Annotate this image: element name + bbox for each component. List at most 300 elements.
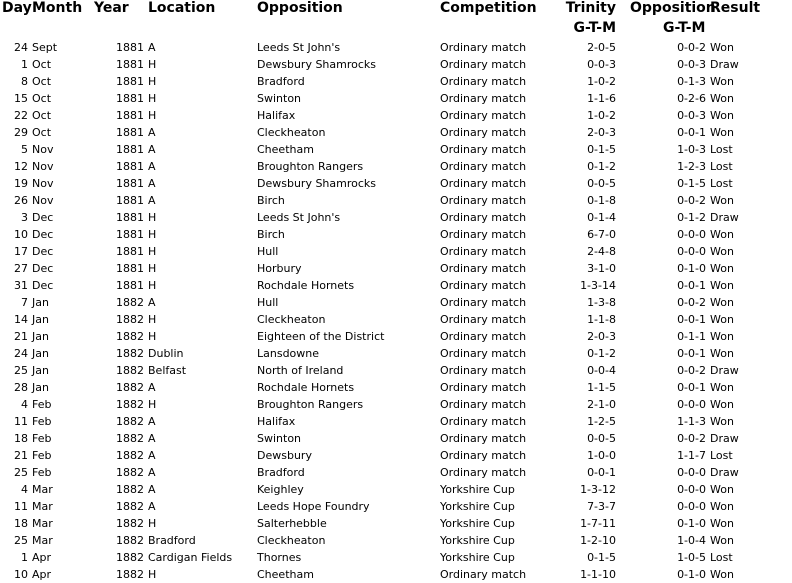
cell-location: Dublin [148,347,184,360]
cell-day: 1 [21,58,28,71]
cell-day: 11 [14,415,28,428]
cell-location: H [148,58,157,71]
cell-trinity-score: 0-0-5 [587,177,616,190]
cell-month: Dec [32,245,54,258]
cell-opposition: Bradford [257,75,305,88]
table-row [0,73,792,90]
cell-month: Oct [32,92,52,105]
cell-day: 15 [14,92,28,105]
cell-result: Won [710,262,734,275]
cell-trinity-score: 1-1-10 [580,568,616,581]
cell-location: H [148,92,157,105]
cell-trinity-score: 1-1-8 [587,313,616,326]
cell-location: H [148,109,157,122]
cell-opposition-score: 0-0-1 [677,347,706,360]
cell-location: A [148,381,156,394]
cell-year: 1881 [116,262,144,275]
cell-opposition-score: 1-0-3 [677,143,706,156]
cell-year: 1882 [116,364,144,377]
cell-opposition: North of Ireland [257,364,344,377]
cell-day: 5 [21,143,28,156]
cell-opposition: Lansdowne [257,347,320,360]
cell-year: 1881 [116,143,144,156]
cell-trinity-score: 0-1-5 [587,143,616,156]
cell-location: Belfast [148,364,187,377]
cell-opposition-score: 0-1-0 [677,517,706,530]
table-row [0,430,792,447]
cell-year: 1882 [116,432,144,445]
cell-day: 12 [14,160,28,173]
cell-month: Nov [32,194,54,207]
table-row [0,464,792,481]
cell-month: Jan [32,381,49,394]
cell-opposition-score: 0-0-2 [677,296,706,309]
cell-opposition-score: 0-0-0 [677,228,706,241]
table-row [0,141,792,158]
cell-year: 1881 [116,109,144,122]
cell-opposition: Broughton Rangers [257,398,364,411]
cell-year: 1882 [116,517,144,530]
cell-day: 4 [21,483,28,496]
cell-opposition-score: 1-1-7 [677,449,706,462]
header-opposition: Opposition [257,0,343,16]
cell-opposition: Keighley [257,483,304,496]
cell-opposition-score: 0-0-1 [677,313,706,326]
cell-day: 1 [21,551,28,564]
cell-location: Bradford [148,534,196,547]
cell-competition: Ordinary match [440,432,527,445]
cell-competition: Ordinary match [440,177,527,190]
table-header [0,0,792,40]
cell-year: 1882 [116,313,144,326]
cell-trinity-score: 2-4-8 [587,245,616,258]
cell-trinity-score: 1-0-2 [587,109,616,122]
cell-opposition-score: 0-1-1 [677,330,706,343]
cell-year: 1881 [116,211,144,224]
cell-result: Won [710,92,734,105]
cell-location: H [148,398,157,411]
cell-result: Lost [710,449,733,462]
cell-opposition: Bradford [257,466,305,479]
cell-opposition-score: 0-1-3 [677,75,706,88]
cell-month: Feb [32,449,52,462]
cell-opposition: Dewsbury Shamrocks [257,58,377,71]
cell-competition: Ordinary match [440,109,527,122]
cell-result: Won [710,194,734,207]
cell-result: Draw [710,466,739,479]
cell-result: Won [710,500,734,513]
cell-trinity-score: 0-1-8 [587,194,616,207]
table-row [0,107,792,124]
cell-result: Won [710,347,734,360]
cell-trinity-score: 1-3-8 [587,296,616,309]
cell-trinity-score: 2-1-0 [587,398,616,411]
cell-competition: Ordinary match [440,415,527,428]
cell-location: H [148,313,157,326]
cell-competition: Yorkshire Cup [440,483,515,496]
cell-location: H [148,75,157,88]
table-row [0,396,792,413]
cell-opposition-score: 0-1-5 [677,177,706,190]
table-row [0,90,792,107]
cell-day: 14 [14,313,28,326]
cell-opposition-score: 0-2-6 [677,92,706,105]
table-row [0,260,792,277]
header-day: Day [2,0,32,16]
table-row [0,447,792,464]
cell-month: Feb [32,466,52,479]
cell-day: 8 [21,75,28,88]
cell-trinity-score: 2-0-3 [587,126,616,139]
cell-location: A [148,177,156,190]
cell-competition: Ordinary match [440,381,527,394]
cell-month: Jan [32,347,49,360]
cell-year: 1882 [116,551,144,564]
cell-result: Lost [710,143,733,156]
table-row [0,549,792,566]
table-row [0,379,792,396]
table-row [0,294,792,311]
cell-year: 1882 [116,568,144,581]
cell-opposition: Leeds St John's [257,211,341,224]
cell-opposition: Halifax [257,109,296,122]
cell-opposition: Salterhebble [257,517,327,530]
cell-opposition: Leeds Hope Foundry [257,500,370,513]
cell-competition: Ordinary match [440,347,527,360]
cell-result: Draw [710,432,739,445]
cell-opposition: Horbury [257,262,302,275]
cell-result: Lost [710,160,733,173]
cell-location: A [148,126,156,139]
cell-result: Won [710,381,734,394]
table-row [0,39,792,56]
cell-location: A [148,160,156,173]
table-row [0,209,792,226]
cell-opposition-score: 0-1-0 [677,568,706,581]
cell-day: 18 [14,517,28,530]
cell-location: A [148,449,156,462]
cell-location: H [148,211,157,224]
cell-month: Oct [32,126,52,139]
cell-month: Dec [32,279,54,292]
cell-trinity-score: 6-7-0 [587,228,616,241]
cell-opposition: Dewsbury [257,449,312,462]
table-row [0,328,792,345]
cell-competition: Ordinary match [440,211,527,224]
cell-month: Mar [32,517,53,530]
table-row [0,481,792,498]
cell-trinity-score: 0-0-3 [587,58,616,71]
cell-opposition-score: 0-0-3 [677,58,706,71]
cell-location: A [148,194,156,207]
cell-opposition-score: 0-0-0 [677,466,706,479]
cell-competition: Yorkshire Cup [440,534,515,547]
cell-trinity-score: 1-2-10 [580,534,616,547]
header-trinity: Trinity [565,0,616,16]
table-row [0,566,792,583]
cell-month: Oct [32,58,52,71]
cell-day: 17 [14,245,28,258]
cell-trinity-score: 0-1-2 [587,160,616,173]
cell-opposition: Cheetham [257,143,314,156]
cell-competition: Ordinary match [440,228,527,241]
cell-result: Won [710,313,734,326]
cell-month: Nov [32,177,54,190]
table-row [0,175,792,192]
cell-month: Feb [32,398,52,411]
cell-opposition-score: 0-1-0 [677,262,706,275]
cell-trinity-score: 2-0-5 [587,41,616,54]
cell-location: H [148,245,157,258]
cell-year: 1882 [116,534,144,547]
cell-competition: Ordinary match [440,58,527,71]
cell-opposition-score: 0-0-0 [677,398,706,411]
cell-year: 1881 [116,75,144,88]
cell-trinity-score: 0-1-2 [587,347,616,360]
cell-month: Apr [32,568,52,581]
header-competition: Competition [440,0,537,16]
cell-location: H [148,228,157,241]
table-row [0,498,792,515]
cell-day: 4 [21,398,28,411]
cell-result: Won [710,279,734,292]
cell-result: Lost [710,551,733,564]
cell-opposition-score: 0-0-2 [677,432,706,445]
cell-month: Oct [32,75,52,88]
cell-day: 26 [14,194,28,207]
cell-month: Nov [32,160,54,173]
cell-opposition-score: 0-0-2 [677,41,706,54]
cell-competition: Ordinary match [440,245,527,258]
cell-competition: Ordinary match [440,143,527,156]
cell-opposition-score: 0-0-0 [677,483,706,496]
cell-competition: Ordinary match [440,449,527,462]
table-row [0,243,792,260]
cell-competition: Ordinary match [440,75,527,88]
cell-month: Dec [32,211,54,224]
cell-competition: Ordinary match [440,92,527,105]
header-year: Year [94,0,129,16]
cell-location: A [148,466,156,479]
table-row [0,226,792,243]
cell-year: 1881 [116,58,144,71]
cell-location: A [148,296,156,309]
cell-location: H [148,279,157,292]
cell-competition: Ordinary match [440,466,527,479]
cell-trinity-score: 0-0-5 [587,432,616,445]
cell-day: 21 [14,449,28,462]
cell-month: Jan [32,330,49,343]
cell-month: Feb [32,415,52,428]
cell-day: 3 [21,211,28,224]
cell-month: Oct [32,109,52,122]
cell-location: H [148,568,157,581]
cell-year: 1882 [116,347,144,360]
cell-competition: Ordinary match [440,313,527,326]
header-opposition-gtm: G-T-M [663,20,706,36]
cell-opposition: Swinton [257,432,302,445]
cell-opposition: Hull [257,245,279,258]
cell-opposition-score: 0-0-0 [677,500,706,513]
cell-result: Won [710,415,734,428]
table-row [0,56,792,73]
cell-opposition: Leeds St John's [257,41,341,54]
cell-month: Jan [32,296,49,309]
cell-year: 1882 [116,296,144,309]
cell-year: 1881 [116,126,144,139]
cell-day: 10 [14,568,28,581]
cell-competition: Ordinary match [440,194,527,207]
cell-month: Mar [32,534,53,547]
cell-result: Won [710,75,734,88]
header-result: Result [710,0,761,16]
table-row [0,345,792,362]
cell-result: Draw [710,364,739,377]
cell-result: Won [710,330,734,343]
cell-month: Dec [32,228,54,241]
cell-day: 18 [14,432,28,445]
cell-competition: Yorkshire Cup [440,517,515,530]
cell-day: 29 [14,126,28,139]
cell-opposition: Eighteen of the District [257,330,385,343]
cell-opposition: Cleckheaton [257,313,326,326]
cell-result: Won [710,534,734,547]
cell-month: Nov [32,143,54,156]
cell-opposition: Cheetham [257,568,314,581]
cell-result: Won [710,398,734,411]
cell-competition: Ordinary match [440,160,527,173]
cell-competition: Ordinary match [440,364,527,377]
cell-opposition: Swinton [257,92,302,105]
cell-competition: Yorkshire Cup [440,500,515,513]
cell-year: 1881 [116,41,144,54]
cell-day: 21 [14,330,28,343]
table-row [0,311,792,328]
cell-day: 11 [14,500,28,513]
cell-year: 1882 [116,466,144,479]
cell-trinity-score: 3-1-0 [587,262,616,275]
cell-location: H [148,330,157,343]
cell-day: 22 [14,109,28,122]
cell-month: Sept [32,41,58,54]
cell-month: Apr [32,551,52,564]
cell-opposition: Birch [257,228,285,241]
cell-year: 1881 [116,160,144,173]
cell-day: 28 [14,381,28,394]
cell-location: Cardigan Fields [148,551,233,564]
cell-month: Jan [32,364,49,377]
cell-competition: Yorkshire Cup [440,551,515,564]
cell-month: Dec [32,262,54,275]
cell-opposition-score: 1-2-3 [677,160,706,173]
cell-opposition: Dewsbury Shamrocks [257,177,377,190]
cell-competition: Ordinary match [440,568,527,581]
cell-competition: Ordinary match [440,398,527,411]
cell-opposition-score: 0-0-2 [677,364,706,377]
cell-day: 31 [14,279,28,292]
cell-result: Won [710,126,734,139]
cell-year: 1882 [116,330,144,343]
cell-opposition-score: 0-0-0 [677,245,706,258]
cell-opposition-score: 0-0-1 [677,381,706,394]
cell-trinity-score: 1-7-11 [580,517,616,530]
cell-opposition-score: 1-0-5 [677,551,706,564]
cell-location: H [148,517,157,530]
cell-result: Won [710,41,734,54]
cell-month: Jan [32,313,49,326]
header-month: Month [32,0,83,16]
cell-day: 19 [14,177,28,190]
cell-opposition-score: 0-0-3 [677,109,706,122]
cell-trinity-score: 1-0-2 [587,75,616,88]
cell-competition: Ordinary match [440,296,527,309]
table-row [0,277,792,294]
cell-day: 24 [14,347,28,360]
cell-opposition-score: 0-1-2 [677,211,706,224]
cell-year: 1881 [116,279,144,292]
cell-trinity-score: 0-1-5 [587,551,616,564]
cell-trinity-score: 1-1-5 [587,381,616,394]
cell-year: 1882 [116,415,144,428]
cell-year: 1881 [116,228,144,241]
cell-month: Mar [32,483,53,496]
cell-opposition: Rochdale Hornets [257,279,355,292]
cell-competition: Ordinary match [440,330,527,343]
cell-competition: Ordinary match [440,262,527,275]
cell-result: Won [710,245,734,258]
cell-result: Won [710,568,734,581]
cell-result: Draw [710,58,739,71]
cell-month: Feb [32,432,52,445]
cell-opposition-score: 1-1-3 [677,415,706,428]
cell-day: 7 [21,296,28,309]
cell-trinity-score: 7-3-7 [587,500,616,513]
cell-trinity-score: 0-0-4 [587,364,616,377]
cell-location: A [148,41,156,54]
cell-year: 1881 [116,245,144,258]
table-row [0,124,792,141]
cell-trinity-score: 0-0-1 [587,466,616,479]
table-row [0,532,792,549]
cell-opposition: Thornes [257,551,302,564]
cell-trinity-score: 1-1-6 [587,92,616,105]
cell-opposition: Cleckheaton [257,534,326,547]
cell-opposition: Cleckheaton [257,126,326,139]
cell-opposition: Broughton Rangers [257,160,364,173]
cell-result: Won [710,483,734,496]
cell-opposition: Hull [257,296,279,309]
cell-result: Won [710,296,734,309]
cell-year: 1881 [116,177,144,190]
cell-year: 1881 [116,92,144,105]
header-trinity-gtm: G-T-M [573,20,616,36]
cell-year: 1882 [116,483,144,496]
header-location: Location [148,0,216,16]
cell-day: 10 [14,228,28,241]
cell-result: Won [710,109,734,122]
table-row [0,158,792,175]
cell-competition: Ordinary match [440,279,527,292]
match-table [0,39,792,583]
table-row [0,413,792,430]
table-row [0,192,792,209]
cell-year: 1882 [116,381,144,394]
cell-opposition-score: 0-0-1 [677,126,706,139]
cell-result: Won [710,517,734,530]
cell-year: 1882 [116,449,144,462]
cell-year: 1882 [116,398,144,411]
cell-trinity-score: 0-1-4 [587,211,616,224]
